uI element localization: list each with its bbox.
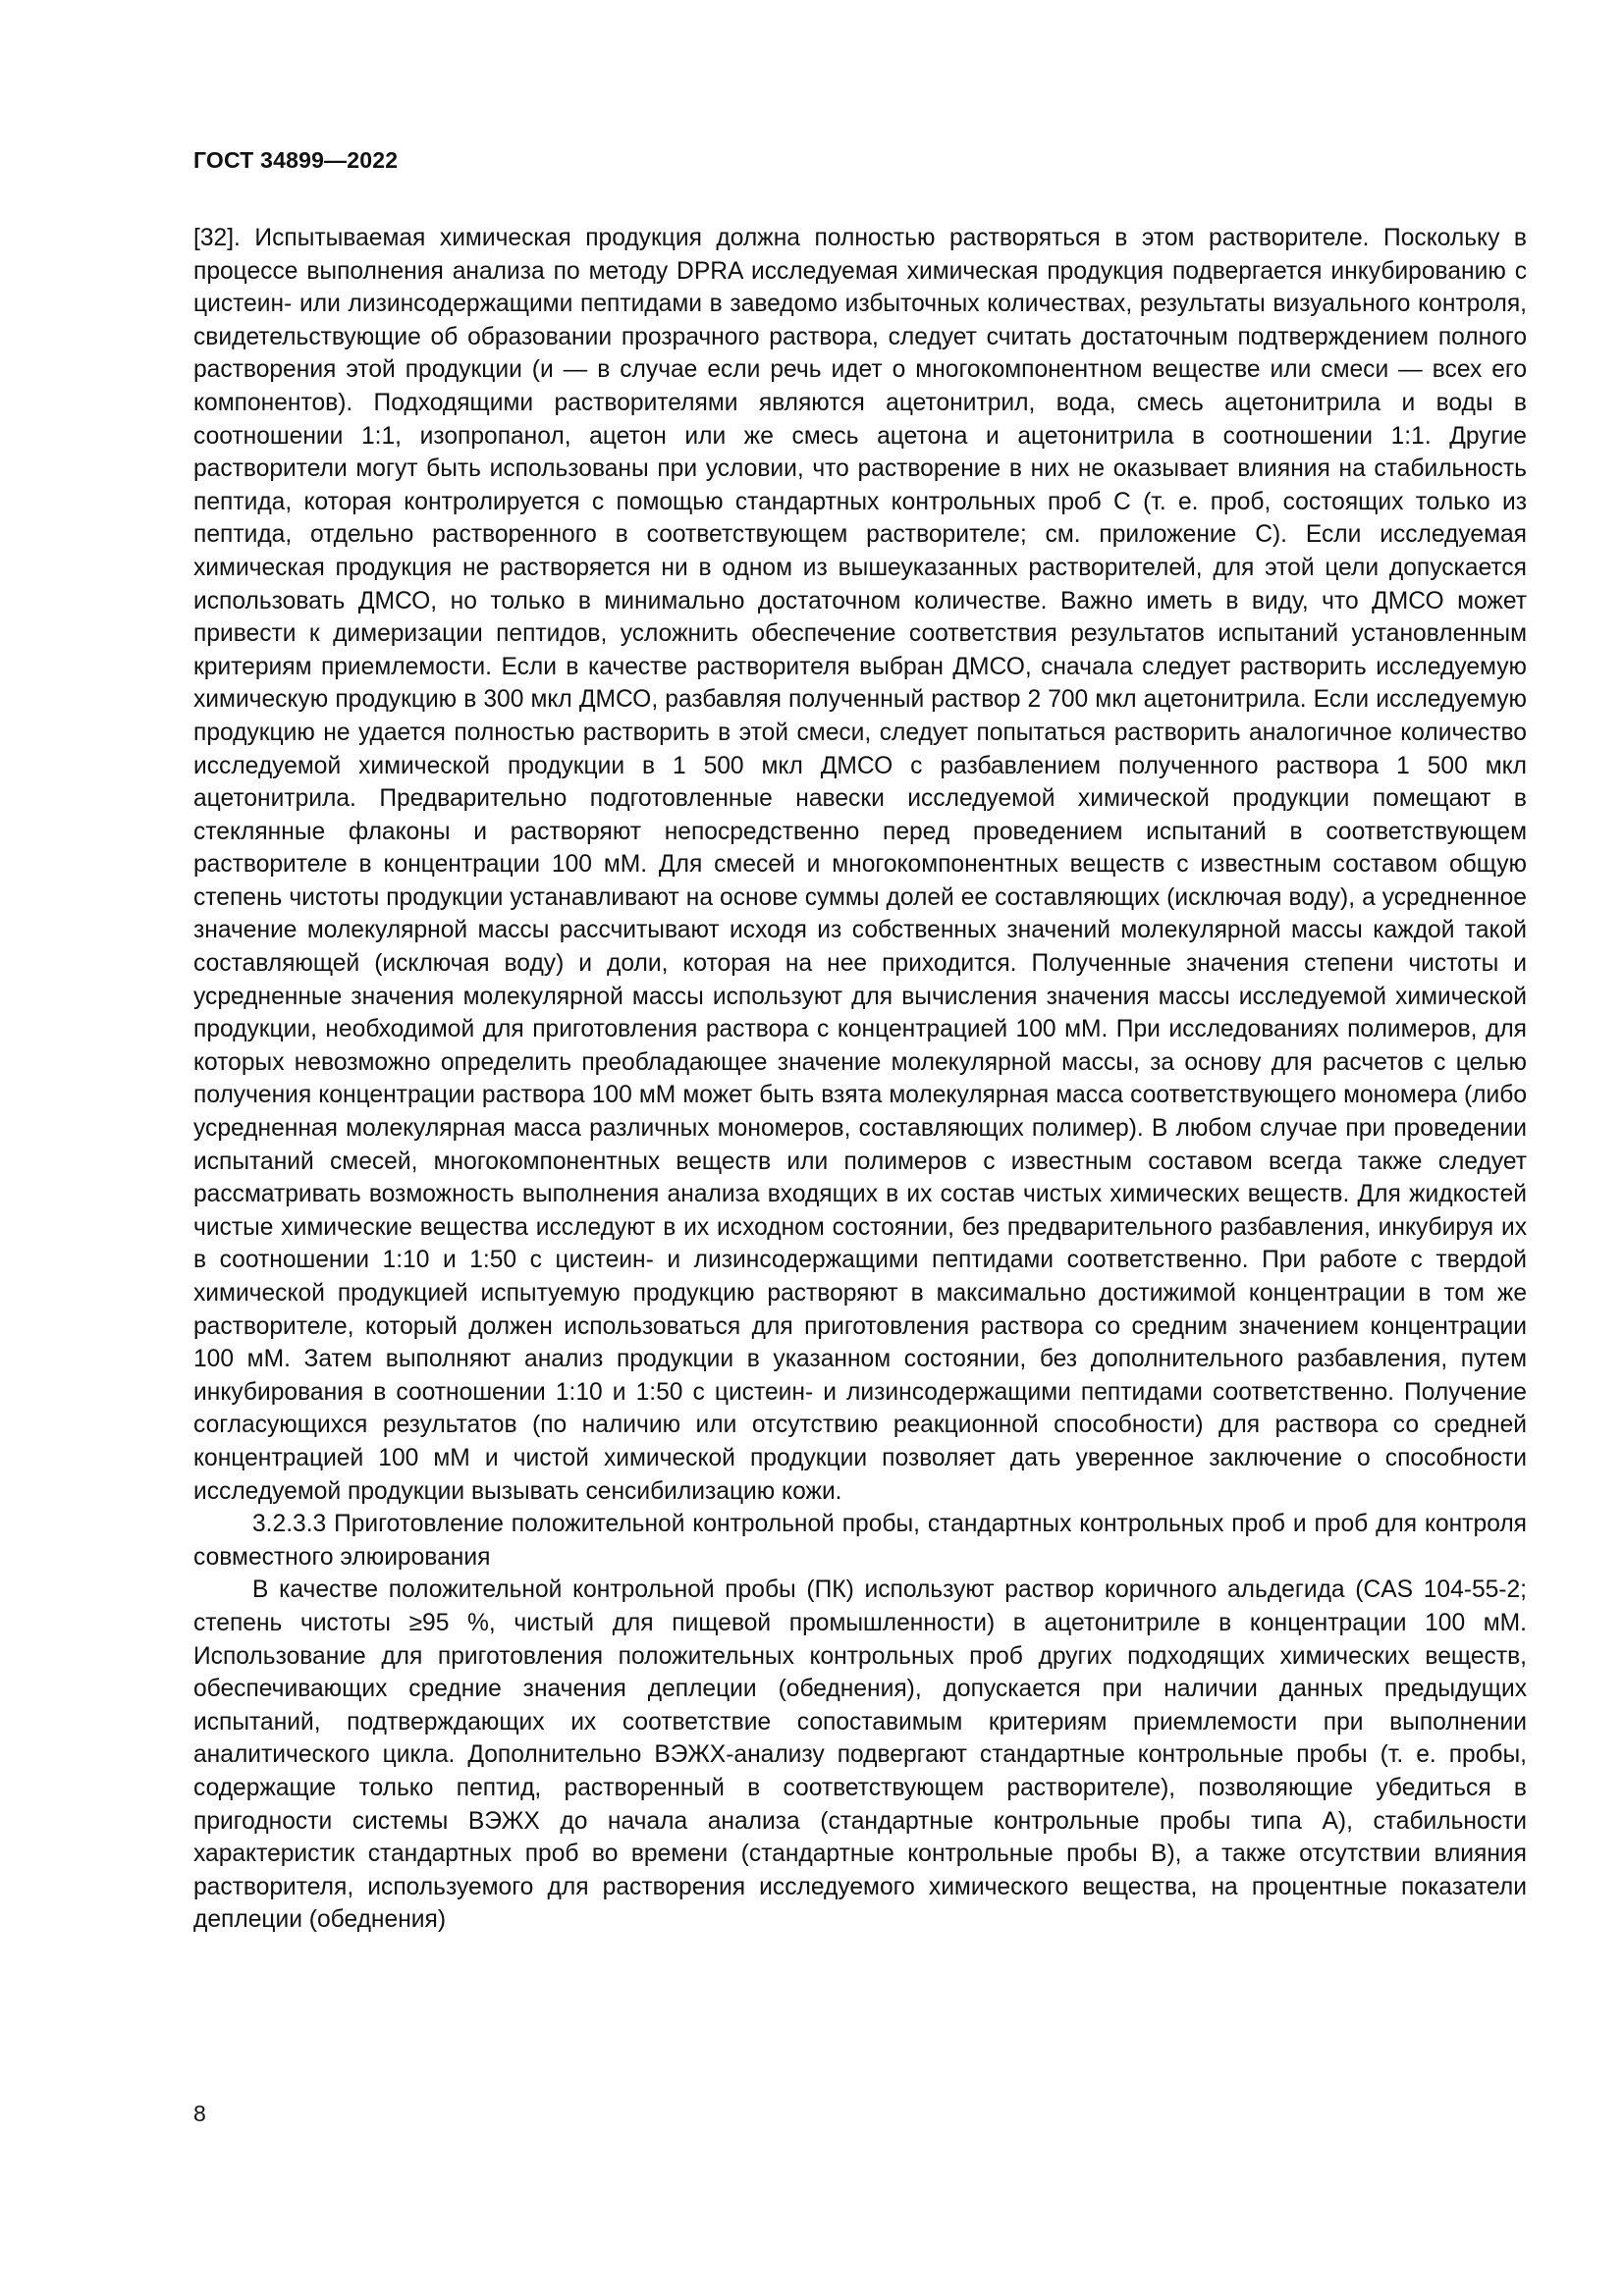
page-number: 8 <box>193 2101 206 2126</box>
paragraph-positive-control: В качестве положительной контрольной пробы (ПК) используют раствор коричного альдегида (CAS 104-55-2; степень чистоты ≥95 %, чистый для пищевой промышленности) в ацетонитриле в концентрации 100 мМ. Использование для приготовления положительных контрольных проб других подходящих химических веществ, обеспечивающих средние значения деплеции (обеднения), допускается при наличии данных предыдущих испытаний, подтверждающих их соответствие сопоставимым критериям приемлемости при выполнении аналитического цикла. Дополнительно ВЭЖХ-анализу подвергают стандартные контрольные пробы (т. е. пробы, содержащие только пептид, растворенный в соответствующем растворителе), позволяющие убедиться в пригодности системы ВЭЖХ до начала анализа (стандартные контрольные пробы типа А), стабильности характеристик стандартных проб во времени (стандартные контрольные пробы В), а также отсутствии влияния растворителя, используемого для растворения исследуемого химического вещества, на процентные показатели деплеции (обеднения) <box>193 1576 1527 1934</box>
document-body <box>193 222 1527 1937</box>
section-heading-3-2-3-3: 3.2.3.3 Приготовление положительной контрольной пробы, стандартных контрольных проб и проб для контроля совместного элюирования <box>193 1511 1527 1571</box>
paragraph-solvent-requirements: [32]. Испытываемая химическая продукция должна полностью растворяться в этом растворителе. Поскольку в процессе выполнения анализа по методу DPRA исследуемая химическая продукция подвергается инкубированию с цистеин- или лизинсодержащими пептидами в заведомо избыточных количествах, результаты визуального контроля, свидетельствующие об образовании прозрачного раствора, следует считать достаточным подтверждением полного растворения этой продукции (и — в случае если речь идет о многокомпонентном веществе или смеси — всех его компонентов). Подходящими растворителями являются ацетонитрил, вода, смесь ацетонитрила и воды в соотношении 1:1, изопропанол, ацетон или же смесь ацетона и ацетонитрила в соотношении 1:1. Другие растворители могут быть использованы при условии, что растворение в них не оказывает влияния на стабильность пептида, которая контролируется с помощью стандартных контрольных проб С (т. е. проб, состоящих только из пептида, отдельно растворенного в соответствующем растворителе; см. приложение С). Если исследуемая химическая продукция не растворяется ни в одном из вышеуказанных растворителей, для этой цели допускается использовать ДМСО, но только в минимально достаточном количестве. Важно иметь в виду, что ДМСО может привести к димеризации пептидов, усложнить обеспечение соответствия результатов испытаний установленным критериям приемлемости. Если в качестве растворителя выбран ДМСО, сначала следует растворить исследуемую химическую продукцию в 300 мкл ДМСО, разбавляя полученный раствор 2 700 мкл ацетонитрила. Если исследуемую продукцию не удается полностью растворить в этой смеси, следует попытаться растворить аналогичное количество исследуемой химической продукции в 1 500 мкл ДМСО с разбавлением полученного раствора 1 500 мкл ацетонитрила. Предварительно подготовленные навески исследуемой химической продукции помещают в стеклянные флаконы и растворяют непосредственно перед проведением испытаний в соответствующем растворителе в концентрации 100 мМ. Для смесей и многокомпонентных веществ с известным составом общую степень чистоты продукции устанавливают на основе суммы долей ее составляющих (исключая воду), а усредненное значение молекулярной массы рассчитывают исходя из собственных значений молекулярной массы каждой такой составляющей (исключая воду) и доли, которая на нее приходится. Полученные значения степени чистоты и усредненные значения молекулярной массы используют для вычисления значения массы исследуемой химической продукции, необходимой для приготовления раствора с концентрацией 100 мМ. При исследованиях полимеров, для которых невозможно определить преобладающее значение молекулярной массы, за основу для расчетов с целью получения концентрации раствора 100 мМ может быть взята молекулярная масса соответствующего мономера (либо усредненная молекулярная масса различных мономеров, составляющих полимер). В любом случае при проведении испытаний смесей, многокомпонентных веществ или полимеров с известным составом всегда также следует рассматривать возможность выполнения анализа входящих в их состав чистых химических веществ. Для жидкостей чистые химические вещества исследуют в их исходном состоянии, без предварительного разбавления, инкубируя их в соотношении 1:10 и 1:50 с цистеин- и лизинсодержащими пептидами соответственно. При работе с твердой химической продукцией испытуемую продукцию растворяют в максимально достижимой концентрации в том же растворителе, который должен использоваться для приготовления раствора со средним значением концентрации 100 мМ. Затем выполняют анализ продукции в указанном состоянии, без дополнительного разбавления, путем инкубирования в соотношении 1:10 и 1:50 с цистеин- и лизинсодержащими пептидами соответственно. Получение согласующихся результатов (по наличию или отсутствию реакционной способности) для раствора со средней концентрацией 100 мМ и чистой химической продукции позволяет дать уверенное заключение о способности исследуемой продукции вызывать сенсибилизацию кожи. <box>193 225 1527 1505</box>
document-header: ГОСТ 34899—2022 <box>193 147 399 173</box>
